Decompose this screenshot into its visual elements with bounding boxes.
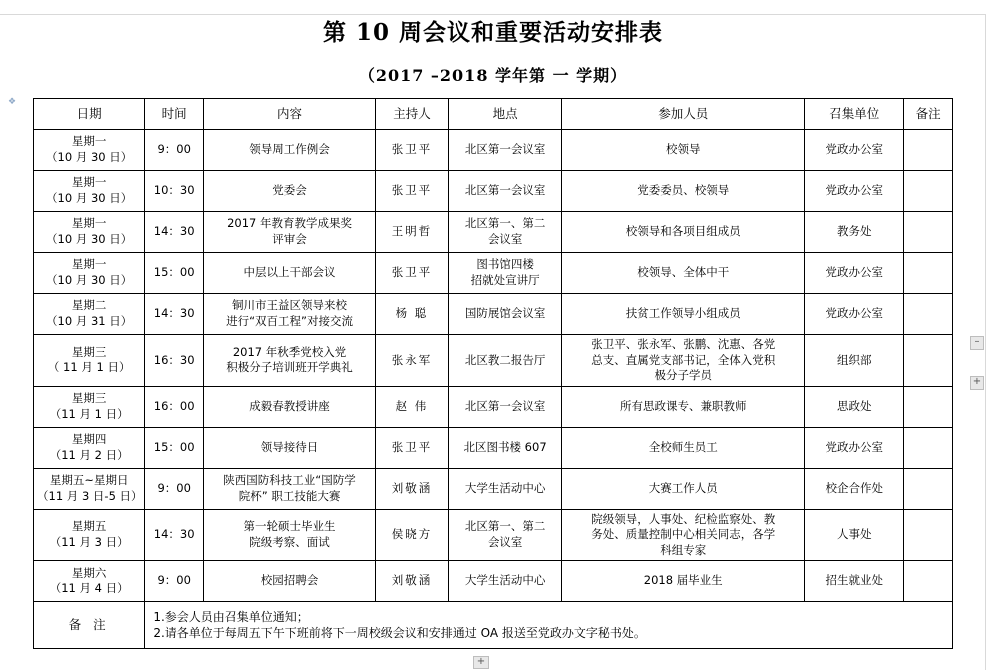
- cell-participants: 大赛工作人员: [562, 468, 805, 509]
- date-line-1: 星期三: [71, 391, 107, 406]
- date-line-1: 星期六: [71, 565, 107, 580]
- place-line-2: 会议室: [487, 232, 523, 246]
- cell-unit: 组织部: [805, 335, 904, 387]
- table-row: [34, 427, 953, 468]
- date-line-1: 星期五~星期日: [49, 473, 129, 488]
- cell-date: [34, 253, 145, 294]
- cell-content: [204, 509, 376, 561]
- table-row: [34, 212, 953, 253]
- cell-remark: [904, 130, 953, 171]
- cell-place: [448, 253, 561, 294]
- content-line-2: 院杯” 职工技能大赛: [238, 488, 341, 503]
- scroll-down-marker[interactable]: +: [970, 376, 984, 390]
- table-header-row: [34, 99, 953, 130]
- cell-place: 大学生活动中心: [448, 468, 561, 509]
- cell-host: 张卫平: [376, 253, 449, 294]
- cell-date: [34, 561, 145, 602]
- cell-unit: 党政办公室: [805, 427, 904, 468]
- cell-content: 领导接待日: [204, 427, 376, 468]
- cell-participants: 校领导、全体中干: [562, 253, 805, 294]
- cell-date: [34, 212, 145, 253]
- place-line-2: 会议室: [487, 534, 523, 549]
- place-line-1: 北区第一、第二: [464, 216, 546, 231]
- participants-line-2: 务处、质量控制中心相关同志，各学: [591, 527, 776, 542]
- date-line-2: （11 月 3 日-5 日）: [37, 488, 143, 503]
- date-line-2: （11 月 4 日）: [49, 581, 129, 596]
- cell-time: 10：30: [145, 171, 204, 212]
- column-header-date: 日期: [34, 99, 145, 130]
- cell-remark: [904, 212, 953, 253]
- table-row: [34, 561, 953, 602]
- cell-unit: 党政办公室: [805, 171, 904, 212]
- date-line-2: （ 11 月 1 日）: [47, 360, 131, 375]
- content-line-1: 铜川市王益区领导来校: [232, 298, 348, 313]
- cell-content: 中层以上干部会议: [204, 253, 376, 294]
- cell-host: 张卫平: [376, 427, 449, 468]
- table-row: [34, 468, 953, 509]
- date-line-1: 星期一: [71, 175, 107, 190]
- cell-time: 15：00: [145, 427, 204, 468]
- cell-participants: 校领导: [562, 130, 805, 171]
- cell-content: 成毅春教授讲座: [204, 386, 376, 427]
- date-line-2: （10 月 30 日）: [46, 273, 133, 287]
- cell-host: 侯晓方: [376, 509, 449, 561]
- participants-line-1: 院级领导，人事处、纪检监察处、教: [591, 511, 776, 526]
- cell-remark: [904, 294, 953, 335]
- cell-date: [34, 468, 145, 509]
- table-row: [34, 509, 953, 561]
- date-line-1: 星期一: [71, 216, 107, 231]
- place-line-1: 图书馆四楼: [476, 257, 534, 272]
- cell-host: 刘敬涵: [376, 561, 449, 602]
- decorative-dots-icon: ❖: [8, 97, 18, 107]
- date-line-1: 星期三: [71, 344, 107, 359]
- cell-remark: [904, 171, 953, 212]
- cell-remark: [904, 253, 953, 294]
- cell-participants: [562, 335, 805, 387]
- cell-remark: [904, 509, 953, 561]
- table-row: [34, 171, 953, 212]
- column-header-host: 主持人: [376, 99, 449, 130]
- cell-participants: 所有思政课专、兼职教师: [562, 386, 805, 427]
- cell-time: 14：30: [145, 294, 204, 335]
- cell-participants: [562, 509, 805, 561]
- column-header-participants: 参加人员: [562, 99, 805, 130]
- cell-date: [34, 386, 145, 427]
- cell-participants: 党委委员、校领导: [562, 171, 805, 212]
- cell-time: 16：00: [145, 386, 204, 427]
- cell-date: [34, 509, 145, 561]
- cell-time: 14：30: [145, 212, 204, 253]
- cell-unit: 党政办公室: [805, 253, 904, 294]
- cell-date: [34, 335, 145, 387]
- column-header-time: 时间: [145, 99, 204, 130]
- cell-time: 9：00: [145, 130, 204, 171]
- cell-date: [34, 171, 145, 212]
- cell-place: 大学生活动中心: [448, 561, 561, 602]
- place-line-1: 北区第一、第二: [464, 519, 546, 534]
- content-line-2: 进行“双百工程”对接交流: [226, 314, 353, 328]
- participants-line-2: 总支、直属党支部书记，全体入党积: [591, 352, 776, 367]
- cell-participants: 扶贫工作领导小组成员: [562, 294, 805, 335]
- cell-unit: 校企合作处: [805, 468, 904, 509]
- cell-host: 王明哲: [376, 212, 449, 253]
- content-line-2: 评审会: [272, 232, 307, 246]
- cell-place: 北区图书楼 607: [448, 427, 561, 468]
- cell-time: 9：00: [145, 468, 204, 509]
- footer-note-1: 1.参会人员由召集单位通知；: [153, 609, 309, 624]
- cell-unit: 招生就业处: [805, 561, 904, 602]
- cell-place: 北区第一会议室: [448, 171, 561, 212]
- cell-content: [204, 212, 376, 253]
- content-line-1: 第一轮硕士毕业生: [243, 519, 336, 534]
- cell-host: 杨 聪: [376, 294, 449, 335]
- cell-host: 刘敬涵: [376, 468, 449, 509]
- cell-host: 张卫平: [376, 171, 449, 212]
- document-page: [0, 14, 986, 670]
- content-line-1: 陕西国防科技工业“国防学: [223, 473, 356, 488]
- date-line-1: 星期一: [71, 257, 107, 272]
- column-header-content: 内容: [204, 99, 376, 130]
- cell-time: 15：00: [145, 253, 204, 294]
- date-line-2: （11 月 3 日）: [49, 534, 129, 549]
- cell-content: 领导周工作例会: [204, 130, 376, 171]
- cell-date: [34, 427, 145, 468]
- cell-remark: [904, 427, 953, 468]
- date-line-1: 星期四: [71, 432, 107, 447]
- content-line-1: 2017 年秋季党校入党: [232, 344, 347, 359]
- cell-place: 北区第一会议室: [448, 386, 561, 427]
- cell-participants: 校领导和各项目组成员: [562, 212, 805, 253]
- cell-time: 14：30: [145, 509, 204, 561]
- date-line-1: 星期一: [71, 134, 107, 149]
- date-line-1: 星期五: [71, 519, 107, 534]
- footer-note-2: 2.请各单位于每周五下午下班前将下一周校级会议和安排通过 OA 报送至党政办文字秘书处。: [153, 626, 646, 641]
- date-line-2: （10 月 31 日）: [46, 314, 133, 328]
- cell-place: [448, 212, 561, 253]
- cell-unit: 党政办公室: [805, 294, 904, 335]
- cell-remark: [904, 468, 953, 509]
- date-line-2: （11 月 1 日）: [49, 406, 129, 421]
- cell-date: [34, 130, 145, 171]
- place-line-2: 招就处宣讲厅: [470, 273, 540, 287]
- cell-content: [204, 468, 376, 509]
- footer-notes: [145, 602, 953, 649]
- column-header-remark: 备注: [904, 99, 953, 130]
- cell-host: 张永军: [376, 335, 449, 387]
- cell-content: [204, 294, 376, 335]
- cell-remark: [904, 386, 953, 427]
- participants-line-3: 极分子学员: [654, 368, 712, 383]
- cell-remark: [904, 335, 953, 387]
- cell-place: 北区教二报告厅: [448, 335, 561, 387]
- cell-content: 党委会: [204, 171, 376, 212]
- date-line-1: 星期二: [71, 298, 107, 313]
- cell-place: 北区第一会议室: [448, 130, 561, 171]
- page-subtitle: （2017 –2018 学年第 一 学期）: [358, 66, 628, 85]
- column-header-unit: 召集单位: [805, 99, 904, 130]
- date-line-2: （10 月 30 日）: [46, 150, 133, 164]
- cell-unit: 人事处: [805, 509, 904, 561]
- table-row: [34, 253, 953, 294]
- cell-content: [204, 335, 376, 387]
- schedule-table: [33, 98, 953, 649]
- column-header-place: 地点: [448, 99, 561, 130]
- scroll-up-marker[interactable]: –: [970, 336, 984, 350]
- table-row: [34, 294, 953, 335]
- cell-time: 16：30: [145, 335, 204, 387]
- cell-unit: 思政处: [805, 386, 904, 427]
- cell-remark: [904, 561, 953, 602]
- table-row: [34, 335, 953, 387]
- participants-line-1: 张卫平、张永军、张鹏、沈惠、各党: [591, 337, 776, 351]
- cell-date: [34, 294, 145, 335]
- cell-host: 赵 伟: [376, 386, 449, 427]
- page-title: 第 10 周会议和重要活动安排表: [322, 19, 664, 46]
- cell-time: 9：00: [145, 561, 204, 602]
- date-line-2: （10 月 30 日）: [46, 191, 133, 205]
- date-line-2: （10 月 30 日）: [46, 232, 133, 246]
- table-row: [34, 386, 953, 427]
- cell-content: 校园招聘会: [204, 561, 376, 602]
- date-line-2: （11 月 2 日）: [49, 447, 129, 462]
- cell-participants: 2018 届毕业生: [562, 561, 805, 602]
- table-row: [34, 130, 953, 171]
- cell-unit: 教务处: [805, 212, 904, 253]
- cell-place: [448, 509, 561, 561]
- table-footer-row: [34, 602, 953, 649]
- content-line-1: 2017 年教育教学成果奖: [227, 216, 352, 231]
- footer-label: 备 注: [34, 602, 145, 649]
- cell-unit: 党政办公室: [805, 130, 904, 171]
- cell-place: 国防展馆会议室: [448, 294, 561, 335]
- cell-participants: 全校师生员工: [562, 427, 805, 468]
- content-line-2: 院级考察、面试: [249, 534, 330, 549]
- content-line-2: 积极分子培训班开学典礼: [226, 360, 353, 375]
- page-top-border: [0, 14, 986, 15]
- participants-line-3: 科组专家: [660, 542, 707, 557]
- bottom-expand-marker[interactable]: +: [473, 656, 489, 669]
- cell-host: 张卫平: [376, 130, 449, 171]
